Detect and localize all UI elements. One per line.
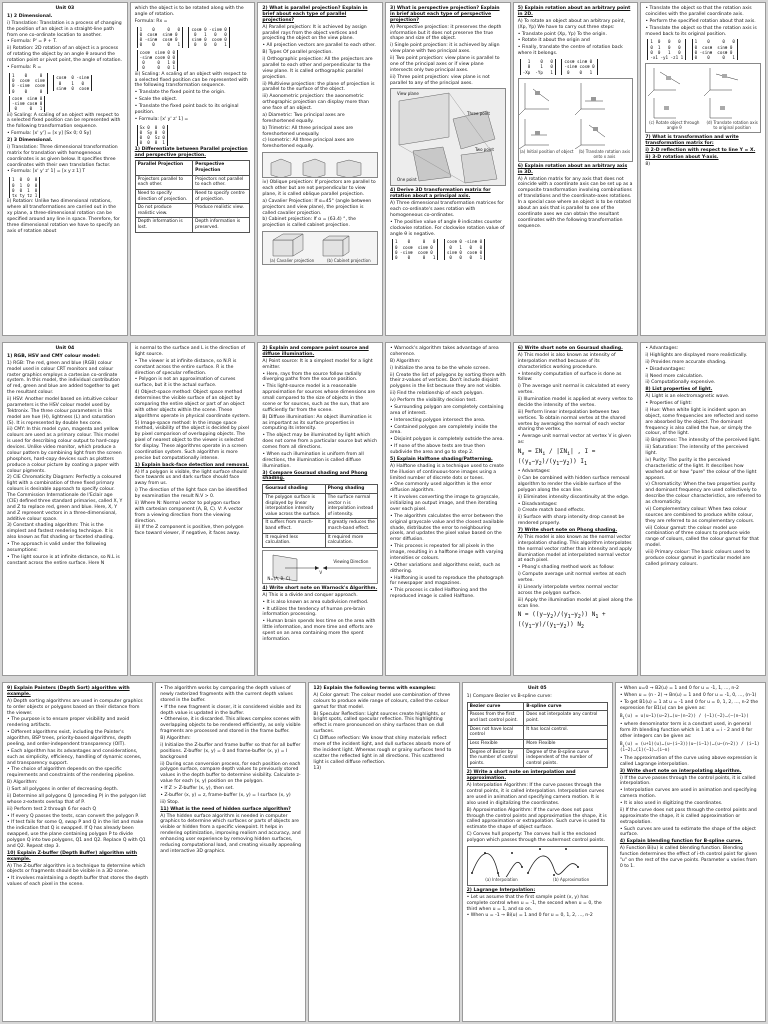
u4c6-p10: ii) Brightness: The intensity of the perceived light. [645, 438, 761, 444]
perspective-projection-figure [390, 88, 506, 186]
cavalier-caption: (a) Cavalier projection [269, 258, 315, 264]
shade-r0c0: The polygon surface is displayed by linear interpolation intensity value across the surface. [263, 493, 325, 519]
u3c4-p1: A) Perspective projection: it preserves the depth information but it does not preserve the true shape and size of the object. [390, 24, 502, 42]
rotation-matrix-3d-x: 1 0 0 0 0 cosθ sinθ 0 0 -sinθ cosθ 0 0 0 0 1 [137, 27, 183, 48]
u5c5-p1: • When u = (n - 2) → Bn(u) = 1 and 0 for u = -1, 0, ..., (n-1) [619, 692, 757, 698]
u3c3-p5: ii) Multiview projection: the plane of projection is parallel to the surface of the object. [262, 81, 375, 93]
u5c3-p1: A) Color gamut: The colour model use combination of three colours to produce wide range of colours, called the colour gamut for that model. [313, 692, 451, 710]
proj-r1c0: Need to specify direction of projection. [135, 189, 192, 203]
u5c5-p12: A) Function Bi(u) is called blending function. Blending function determines the effect of i-th control point for given "u" on the rest of the curve points. Parameter u varies from 0 to 1. [619, 846, 758, 869]
u4c5-p18: iii) Apply the illumination model at pixel along the scan line. [517, 597, 633, 609]
back-face-figure [262, 550, 378, 584]
shade-r2c0: It required less calculation. [263, 533, 325, 547]
step-a-caption: (a) Initial position of object [519, 148, 574, 154]
u4c1-p2: ii) HSV: Another model based on intuitive colour parameters is the HSV colour model used by Tektronix. The three colour parameters in this model are hue (H), lightness (L) and saturation (S). It is represented by double hex cone. [7, 397, 118, 426]
u3c4-p3: ii) Two point projection: view plane is parallel to one of the principal axes or if view plane intersects only two principal axes. [390, 56, 500, 73]
shade-h0: Gouraud shading [263, 485, 325, 494]
unit04-col4 [385, 342, 511, 676]
u4c4-p2: i) Initialize the area to be the whole screen. [390, 365, 490, 371]
u5c1-p8: ii) Determine all polygons Q (preceding P) in the polygon list whose z-extents overlap that of P. [7, 793, 147, 805]
u4c4-p7: • Intersecting polygon intersect the area. [390, 417, 486, 423]
u5c2-p6: • If Z > Z-buffer (x, y), then set. [160, 786, 234, 791]
u4c6-p6: 8) List properties of light. [645, 387, 713, 393]
u3c1-p7: 2) 3 Dimensional. [7, 138, 53, 143]
u5c1-p4: • Each algorithm has its advantages and considerations, such as simplicity, efficiency, handling of dynamic scenes, and transparency support. [7, 748, 142, 766]
proj-r2c1: Produce realistic view. [193, 204, 250, 218]
u5c1-p14: • It involves maintaining a depth buffer that stores the depth values of each pixel in the scene. [7, 876, 148, 888]
arbitrary-axis-figure [645, 63, 761, 133]
unit03-col4 [385, 2, 511, 336]
u5c1-p11: • If test fails for some Q, swap P and Q in the list and make the indication that Q is swapped. If Q has already been swapped, use the plane containing polygon P to divide polygon Q into two polygons, Q1 and Q2. Replace Q with Q1 and Q2. Repeat step 3. [7, 820, 146, 849]
u4c6-p1: i) Highlights are displayed more realistically. [645, 352, 748, 358]
u4c3-p7: 3) Compare Gouraud shading and Phong shading. [262, 470, 368, 482]
u5c1-p6: B) Algorithm: [7, 780, 38, 786]
u4c5-p2: • Intensity computation of surface is done as follow: [517, 371, 622, 383]
u5c4-p2: A) Interpolation Algorithm: If the curve passes through the control points, it is called interpolation. Interpolation curves are used in animation and specifying camera motion. It is also used in digitalizing the coordinates. [466, 783, 605, 806]
u3c6-p4: i) 2-D reflection with respect to line Y = X. [645, 148, 756, 154]
rotation-matrix-3d-y: cosθ 0 -sinθ 0 0 1 0 0 sinθ 0 cosθ 0 0 0 0 1 [188, 27, 229, 48]
approx-caption: (b) Approximation [553, 876, 590, 882]
u3c3-p12: b) Cabinet projection: If α = (63.4) °, the projection is called cabinet projection. [262, 217, 356, 229]
u5c2-p1: • If the new fragment is closer, it is considered visible and its depth value is updated in the buffer. [160, 704, 302, 716]
bez-r1c0: Does not have local control [467, 725, 524, 739]
proj-r3c1: Depth information is preserved. [193, 218, 250, 232]
u3c3-p7: a) Diametric: Two principal axes are foreshortened equally. [262, 112, 345, 124]
rotation-matrix-principal-b: cosθ 0 -sinθ 0 0 1 0 0 sinθ 0 cosθ 0 0 0 0 1 [444, 239, 485, 260]
u3c5-p1: A) To rotate an object about an arbitrary point, (Xp, Yp) We have to carry out three steps: [517, 18, 626, 30]
unit05-row [2, 682, 766, 1022]
u3c3-p1: A) Parallel projection: It is achieved by assign parallel rays from the object vertices and projecting the object on the view plane. [262, 24, 367, 42]
u3c4-p7: • The positive value of angle θ indicates counter clockwise rotation. For clockwise rotation value of angle θ is negative. [390, 219, 505, 237]
u4c4-p19: • This process is called Halftoning and the reproduced image is called Halftone. [390, 588, 488, 600]
table-row [467, 739, 607, 748]
one-point-label: One point [397, 177, 417, 183]
rotation-matrix-3d-z: cosθ sinθ 0 0 -sinθ cosθ 0 0 0 0 1 0 0 0 0 1 [137, 50, 178, 71]
u3c3-p4: i) Orthographic projection: All the projectors are parallel to each other and perpendicular to the view plane. It is called orthographic parallel projection. [262, 57, 373, 80]
shade-r2c1: It required more calculation. [325, 533, 377, 547]
u3c6-p3: 7) What is transformation and write transformation matrix for: [645, 135, 739, 147]
u5c3-p0: 12) Explain the following terms with examples: [313, 686, 436, 691]
scaling-matrix-3d: Sx 0 0 0 0 Sy 0 0 0 0 Sz 0 0 0 0 1 [137, 125, 168, 146]
unit04-title: Unit 04 [55, 346, 75, 351]
u3c1-p2: • Formula: P' = P + T. [7, 39, 57, 45]
u5c2-p10: A) The hidden surface algorithm is needed in computer graphics to determine which surfaces or parts of objects are visible or hidden from a specific viewpoint. It helps in rendering optimization, improving realism and accuracy, and enhancing user experience by removing hidden surfaces, reducing computational load, and creating visually appealing and interactive 3D graphics. [160, 813, 302, 854]
composite-matrix: 1 0 0 0 0 1 0 0 0 0 1 0 -x1 -y1 -z1 1 [647, 39, 686, 60]
u3c4-p5: 4) Derive 3D transformation matrix for rotation about a principal axis. [390, 188, 491, 200]
u4c6-p11: iii) Saturation: The intensity of the perceived light. [645, 445, 749, 456]
bez-r3c0: Degree of Bezier by the number of control points. [467, 748, 524, 768]
u3c3-p10: iv) Oblique projection: If projectors are parallel to each other but are not perpendicular to view plane, it is called oblique parallel projection. [262, 180, 376, 197]
unit03-col3 [257, 2, 383, 336]
u5c2-p9: 11) What is the need of hidden surface algorithm? [160, 806, 291, 812]
u4c2-p5: 1) Explain back-face detection and removal. [134, 462, 249, 468]
u5c1-p5: • The choice of algorithm depends on the specific requirements and constraints of the rendering pipeline. [7, 767, 135, 779]
u3c2-p3: • Translate the fixed point to the origin. [134, 90, 226, 96]
u3c3-p6: iii) Axonometric projection: the axonometric orthographic projection can display more than one face of an object. [262, 94, 369, 111]
u5c4-p5: 2) Lagrange Interpolation: [466, 887, 536, 893]
u4c3-p11: • It utilizes the tendency of human pre-brain information processing. [262, 606, 366, 618]
blending-formula-2: $B_i(u)$ = (u+1)(u)…(u−(i−3))(u−(i−1))…(u−(n−2)) / (i−1)(i−2)…(1)(−1)…(i−n) [619, 741, 760, 754]
u4c4-p8: • Contained polygon are completely inside the area. [390, 424, 498, 436]
u5c2-p2: • Otherwise, it is discarded. This allows complex scenes with overlapping objects to be rendered efficiently, as only visible fragments are processed and stored in the frame buffer. [160, 717, 301, 735]
proj-r1c1: Need to specify centre of projection. [193, 189, 250, 203]
view-vector-label: V [319, 569, 323, 575]
u3c2-p4: • Scale the object. [134, 97, 178, 103]
u3c5-p0: 5) Explain rotation about an arbitrary point in 2D. [517, 6, 631, 17]
unit05-col1 [2, 682, 153, 1022]
u3c3-p11: a) Cavalier Projection: If α=45° (angle between projectors and view plane), the projection is called cavalier projection. [262, 198, 372, 216]
u4c5-p12: ii) Surface with sharp intensity drop cannot be rendered properly. [517, 515, 625, 527]
u5c5-p7: • Interpolation curves are used in animation and specifying camera motion. [619, 788, 757, 800]
u3c2-p1: Formula: Rx = [134, 18, 168, 24]
u5c1-p0: 9) Explain Painters (Depth Sort) algorithm with example. [7, 686, 130, 697]
u3c2-p0: which the object is to be rotated along with the angle of rotation. [134, 6, 244, 17]
cabinet-caption: (b) Cabinet projection [326, 258, 371, 264]
unit04-col2 [130, 342, 256, 676]
u4c3-p12: • Human brain spends less time on the area with little information, and more time and efforts are spent on an area containing more the spent information. [262, 619, 376, 642]
u4c4-p10: • If none of the above tests are true then subdivide the area and go to step 2. [390, 444, 485, 455]
table-row [135, 218, 250, 232]
u3c5-p3: • Rotate it about the origin and [517, 38, 590, 44]
bezier-compare-table [467, 702, 608, 769]
u5c4-p1: 2) Write a short note on interpolation and approximation. [466, 770, 576, 782]
proj-h0: Parallel Projection [135, 161, 192, 175]
step-c-caption: (c) Rotate object through angle θ [649, 120, 700, 131]
u3c5-p4: • Finally, translate the centre of rotation back where it belongs. [517, 45, 623, 57]
proj-h1: Perspective Projection [193, 161, 250, 175]
two-point-label: Two point [475, 147, 494, 153]
proj-r3c0: Depth information is lost. [135, 218, 192, 232]
u4c6-p0: • Advantages: [645, 346, 679, 351]
interp-caption: (a) Interpolation [485, 876, 518, 882]
u4c4-p15: • The algorithm calculates the error between the original grayscale value and the closest available shade, distributes the error to neighbouring pixels, and updates the pixel value based on the error diffusion. [390, 513, 504, 543]
u5c2-p5: ii) During scan conversion process, for each position on each polygon surface, compare depth values to previously stored values in the depth buffer to determine visibility. Calculate z-value for each (x, y) position on the polygon. [160, 761, 301, 785]
u5c5-p3: • where denominator term is a constant used, in general form ith blending function which is 1 at u = i - 2 and 0 for other integers can be given as: [619, 722, 753, 739]
u4c3-p8: 4) Write short note on Warnock's Algorithm. [262, 585, 378, 591]
unit05-title: Unit 05 [527, 686, 547, 691]
u3c4-p4: iii) Three point projection: view plane is not parallel to any of the principal axes. [390, 74, 490, 86]
u5c4-p6: • Let us assume that the first sample point (x, y) has complete control when u = -1, the second when u = 0, the third when u = 1, and so on. [466, 894, 602, 912]
u4c5-p3: i) The average unit normal is calculated at every vertex. [517, 384, 630, 396]
u4c2-p6: A) If a polygon is visible, the light surface should face towards us and dark surface should face away from us. [134, 469, 247, 487]
unit03-row [2, 2, 766, 336]
u4c6-p13: v) Chromaticity: When the two properties purity and dominant frequency are used collectively to describe the colour characteristics, are referred to as chromaticity. [645, 482, 762, 505]
unit03-title: Unit 03 [55, 6, 75, 11]
unit05-col3 [308, 682, 459, 1022]
u4c5-p8: i) Can be combined with hidden surface removal algorithm to render the visible surface of the polygon along the scan line. [517, 476, 630, 493]
u4c2-p2: • Polygon is not an approximation of curves surface, but it is the actual surface. [134, 377, 236, 389]
u5c2-p7: • Z-buffer (x, y) = z, frame-buffer (x, y) = I surface (x, y) [160, 792, 291, 798]
u4c1-p6: • The approach is valid under the following assumptions: [7, 542, 107, 553]
u5c1-p12: 10) Explain Z-buffer (Depth Buffer) algorithm with example. [7, 850, 138, 862]
u4c4-p17: • Other variations and algorithms exist, such as dithering. [390, 562, 501, 574]
u5c5-p6: i) If the curve passes through the control points, it is called interpolation. [619, 775, 756, 787]
bez-r0c1: Does not interpolate any control point. [524, 711, 608, 725]
u4c3-p3: • This light-source model is a reasonable approximation for sources whose dimensions are small compared to the size of objects in the scene or for sources, such as the sun, that are sufficiently far from the scene. [262, 384, 376, 413]
u4c6-p14: vi) Complementary colour: When two colour sources are combined to produce white colour, they are referred to as complementary colours. [645, 506, 755, 524]
u4c2-p9: iii) If the Z component is positive, then polygon face toward viewer, if negative, it faces away. [134, 525, 244, 537]
u4c2-p0: is normal to the surface and L is the direction of light source. [134, 346, 246, 357]
u3c3-p3: B) Types Of parallel projection. [262, 50, 333, 56]
shade-r0c1: The surface normal vector n is interpolation instead of intensity. [325, 493, 377, 519]
u5c2-p4: i) Initialize the Z-buffer and frame buffer so that for all buffer positions. Z-buffer (x, y) = 0 and frame-buffer (x, y) = I background [160, 742, 301, 760]
u4c4-p13: • One commonly used algorithm is the error diffusion algorithm. [390, 482, 492, 494]
u4c2-p7: i) The direction of the light face can be identified by examination the result N.V > 0. [134, 488, 248, 499]
u4c6-p4: i) Need more calculation. [645, 373, 704, 379]
u4c5-p16: i) Compute average unit normal vertex at each vertex. [517, 572, 627, 584]
table-row [135, 204, 250, 218]
u4c4-p16: • This process is repeated for all pixels in the image, resulting in a halftone image with varying intensities or colours. [390, 544, 504, 561]
u4c6-p8: • Properties of light: [645, 401, 692, 406]
u3c5-p6: A) A rotation matrix for any axis that does not coincide with a coordinate axis can be set up as a composite transformation involving combinations of translations and the coordinate-axes rotations. In a special case where an object is to be rotated about an axis that is parallel to one of the coordinate axes we can obtain the resultant coordinates with the following transformation sequence. [517, 176, 633, 229]
u4c3-p6: • When such illumination is uniform from all directions, the illumination is called diffuse illumination. [262, 451, 364, 469]
shade-r1c0: It suffers from march-band effect. [263, 519, 325, 533]
u4c5-p11: i) Create match band effects. [517, 508, 585, 514]
u3c3-p2: • All projection vectors are parallel to each other. [262, 43, 376, 49]
u5c1-p1: A) Depth sorting algorithms are used in computer graphics to order objects or polygons based on their distance from the viewer. [7, 698, 143, 716]
u5c5-p8: • It is also used in digitizing the coordinates. [619, 801, 723, 806]
unit04-col1 [2, 342, 128, 676]
u4c1-p3: iii) CMY: In this model cyan, magenta and yellow colours are used as a primary colour. This model is used for describing colour output to hard-copy devices. Unlike video monitor, which produce a colour pattern by combining light from the screen phosphors, hard-copy devices such as plotters produce a colour picture by coating a paper with colour pigments. [7, 427, 122, 474]
step-d-caption: (d) Translate rotation axis to original position [706, 120, 758, 131]
u4c5-p7: • Advantages: [517, 469, 551, 475]
u5c3-p3: C) Diffuse reflection: We know that shiny materials reflect more of the incident light, and dull surfaces absorb more of the incident light. Whereas rough or grainy surfaces tend to scatter the reflected light in all directions. This scattered light is called diffuse reflection. [313, 736, 452, 765]
u3c1-p10: ii) Rotation: Unlike two dimensional rotations, where all transformations are carried out in the xy plane, a three-dimensional rotation can be specified around any line in space. Therefore, for three dimensional rotation we have to specify an axis of rotation about [7, 199, 120, 234]
table-row [263, 519, 378, 533]
u4c1-p5: 3) Constant shading algorithm: This is the simplest and fastest rendering technique. It is also known as flat shading or faceted shading. [7, 523, 115, 541]
unit04-row [2, 342, 766, 676]
u4c4-p11: 5) Explain Halftone shading/Patterning. [390, 456, 493, 462]
u5c4-p4: C) Convex hull property: The convex hull is the enclosed polygon which passes through the outermost control points. [466, 832, 606, 843]
u4c6-p15: vii) Colour gamut: the colour model use combination of three colours to produce wide range of colours, called the colour gamut for that model. [645, 525, 759, 549]
u4c3-p4: B) Diffuse illumination: An object illumination is as important as its surface properties in computing its intensity. [262, 414, 372, 432]
u4c5-p10: • Disadvantages: [517, 501, 558, 507]
u5c3-p4: 13) [313, 766, 322, 772]
u4c1-p1: 1) RGB: The red, green and blue (RGB) colour model used in colour CRT monitors and colour raster graphics employs a cartesian co-ordinate system. In this model, the individual contribution of red, green and blue are added together to get the resultant colour. [7, 360, 120, 396]
u3c3-p9: c) Isometric: All three principal axes are foreshortened equally. [262, 138, 355, 150]
u3c6-p1: • Perform the specified rotation about that axis. [645, 18, 756, 24]
u3c1-p1: i) Translation: Translation is a process of changing the position of an object in a straight-line path from one co-ordinate location to another. [7, 20, 122, 38]
u4c5-p14: A) This model is also known as the normal vector interpolation shading. This algorithm interpolates the normal vector rather than intensity and apply illumination model at interpolated normal vector at each pixel. [517, 534, 632, 564]
u3c1-p6: • Formula: [x' y'] = [x y] [Sx 0; 0 Sy] [7, 131, 92, 137]
table-row [467, 711, 607, 725]
proj-r0c1: Projectors not parallel to each other. [193, 175, 250, 189]
u3c2-p6: • Formula: [x' y' z' 1] = [134, 116, 189, 122]
u3c4-p6: A) Three dimensional transformation matrices for each co-ordinate's axes rotation with homogeneous co-ordinates. [390, 201, 504, 218]
u5c1-p7: i) Sort all polygons in order of decreasing depth. [7, 787, 119, 792]
u4c4-p18: • Halftoning is used to reproduce the photograph for newspaper and magazines. [390, 575, 504, 587]
unit04-col6 [640, 342, 766, 676]
unit03-col6 [640, 2, 766, 336]
u3c1-p4: • Formula: R = [7, 64, 42, 70]
u4c3-p9: A) This is a divide and conquer approach. [262, 592, 358, 598]
u4c6-p2: ii) Provides more accurate shading. [645, 359, 727, 365]
rotation-matrix-2d-b: cosθ 0 -sinθ 0 1 0 sinθ 0 cosθ [53, 75, 92, 91]
u4c3-p10: • It is also known as area subdivision method. [262, 599, 369, 605]
u4c5-p9: ii) Eliminates intensity discontinuity at the edge. [517, 494, 630, 500]
bez-r2c1: More Flexible [524, 739, 608, 748]
u4c2-p3: 4) Object-space method: Object space method determines the visible surface of an object by comparing the entire object or part of an object with other objects within the scene. These algorithms operate in physical coordinate system. [134, 390, 251, 419]
phong-formula: $N = ((y-y_2)/(y_1-y_2)) N_1 + ((y_1-y)/(y_1-y_2))$ $N_2$ [517, 611, 606, 631]
unit05-col4 [462, 682, 613, 1022]
table-row [135, 189, 250, 203]
proj-r0c0: Projectors parallel to each other. [135, 175, 192, 189]
u4c4-p6: • Surrounding polygon are completely containing area of interest. [390, 404, 504, 416]
u4c5-p17: ii) Linearly interpolate vertex normal vector across the polygon surface. [517, 584, 619, 596]
u5c5-p10: • Such curves are used to estimate the shape of the object surface. [619, 826, 756, 838]
u5c4-p7: • When u = -1 → Bi(u) = 1 and 0 for u = 0, 1, 2, ..., n-2 [466, 913, 593, 919]
u4c6-p16: viii) Primary colour: The basic colours used to produce colour gamut in particular model are called primary colours. [645, 550, 751, 567]
rotation-steps-figure [518, 78, 634, 162]
u5c4-p3: B) Approximation Algorithm: If the curve does not pass through the control points and approximation the shape, it is called approximation or extrapolation. Such curve is used to estimate the shape of object surface. [466, 807, 607, 831]
table-row [135, 175, 250, 189]
u5c2-p3: B) Algorithm: [160, 736, 191, 741]
interp-approx-figure [467, 846, 608, 886]
u4c5-p4: ii) Illumination model is applied at every vertex to decide the intensity of the vertex. [517, 397, 633, 408]
u4c5-p5: iii) Perform linear interpolation between two vertices. To obtain normal vertex at the shared vertex by averaging the normal of each vector sharing the vertex. [517, 409, 626, 433]
u3c1-p3: ii) Rotation: 2D rotation of an object is a process of rotating the object by an angle θ around the rotation point or pivot point, the angle of rotation. [7, 46, 122, 63]
unit04-col3 [257, 342, 383, 676]
u3c2-p2: iii) Scaling: A scaling of an object with respect to a selected fixed position can be represented with the following transformation sequence. [134, 71, 249, 89]
rotation-matrix-principal: 1 0 0 0 0 cosθ sinθ 0 0 -sinθ cosθ 0 0 0 0 1 [392, 239, 438, 260]
composite-matrix-b: 1 0 0 0 0 cosθ sinθ 0 0 -sinθ cosθ 0 0 0 0 1 [692, 39, 738, 60]
u4c4-p4: iii) Find the relationship of each polygon. [390, 391, 484, 397]
shading-compare-table [262, 484, 378, 548]
u5c5-p0: • When u=0 → B2(u) = 1 and 0 for u = -1, 1, ..., n-2 [619, 686, 739, 691]
u3c3-p0: 2) What is parallel projection? Explain in brief about each type of parallel projections? [262, 6, 368, 23]
unit04-col5 [513, 342, 639, 676]
normal-vector-label: N=(A, B, C) [267, 575, 291, 581]
u5c5-p2: • To get B1(u) = 1 at u = -1 and 0 for u = 0, 1, 2, ..., n-2 the expression for B1(u) can be given as: [619, 699, 759, 711]
u4c5-p13: 7) Write short note on Phong shading. [517, 528, 618, 534]
u4c1-p4: 2) CIE Chromaticity Diagram: Perfectly a coloured light with a combination of three fixed primary colours is desirable approach to specify colour. The Commission Internationale de l'Eclair age (CIE) defined three standard primaries, called X, Y and Z to replace red, green and blue. Here, X, Y and Z represent vectors in a three-dimensional, additive colour space. [7, 475, 123, 522]
u4c4-p12: A) Halftone shading is a technique used to create the illusion of continuous-tone images using a limited number of discrete dots or tones. [390, 463, 504, 481]
rotation-matrix-2d-c: cosθ sinθ 0 -sinθ cosθ 0 0 0 1 [9, 96, 45, 112]
u3c1-p0: 1) 2 Dimensional. [7, 13, 53, 19]
bez-h1: B-spline curve [524, 702, 608, 711]
u5c1-p9: iii) Perform test 2 through 6 for each Q [7, 806, 97, 812]
view-plane-label: View plane [397, 91, 419, 97]
u3c6-p5: ii) 3-D rotation about Y-axis. [645, 155, 719, 160]
u3c6-p0: • Translate the object so that the rotation axis coincides with the parallel coordinate axis. [645, 6, 752, 17]
step-b-caption: (b) Translate rotation axis onto x axis [578, 148, 631, 159]
table-row [467, 725, 607, 739]
unit03-col1 [2, 2, 128, 336]
u5c2-p8: iii) Stop. [160, 799, 180, 805]
u4c1-p0: 1) RGB, HSV and CMY colour model: [7, 353, 100, 359]
unit05-col2 [155, 682, 306, 1022]
shade-h1: Phong shading [325, 485, 377, 494]
u3c6-p6: 8) [645, 161, 651, 167]
u5c1-p2: • The purpose is to ensure proper visibility and avoid rendering artifacts. [7, 717, 130, 729]
unit03-col5 [513, 2, 639, 336]
table-row [467, 748, 607, 768]
u4c5-p6: • Average unit normal vector at vertex V is given as: [517, 434, 631, 446]
u3c2-p7: 1) Differentiate between Parallel projection and perspective projection. [134, 146, 248, 158]
translation-matrix-3d: 1 0 0 0 0 1 0 0 0 0 1 0 tx ty tz 1 [9, 177, 40, 198]
u4c6-p5: ii) Computationally expensive. [645, 380, 716, 386]
u3c5-p5: 6) Explain rotation about an arbitrary axis in 3D. [517, 163, 628, 175]
u3c1-p8: i) Translation: Three dimensional transformation matrix for translation with homogeneous coordinates is as given below. It specifies three coordinates with their own translation factor. [7, 144, 118, 168]
axonometric-cubes-figure [262, 152, 378, 178]
viewing-direction-label: Viewing Direction [333, 558, 369, 564]
rotation-matrix-2d: 1 0 0 0 cosθ sinθ 0 -sinθ cosθ 0 0 0 [9, 73, 48, 94]
bez-r1c1: It has local control. [524, 725, 608, 739]
gouraud-formula: $N_v = \Sigma N_i / |\Sigma N_i|$ , $I = ((y_s-y_2)/(y_1-y_2))$ $I_1$ [517, 448, 596, 467]
arbitrary-point-matrix: 1 0 0 0 1 0 -Xp -Yp 1 [520, 59, 556, 75]
u3c3-p8: b) Trimetric: All three principal axes are foreshortened unequally. [262, 125, 354, 137]
table-row [263, 493, 378, 519]
u5c5-p11: 4) Explain blending function for B-spline curve. [619, 839, 743, 845]
unit05-col5 [615, 682, 766, 1022]
u4c5-p15: • Phong's shading method work as follow: [517, 565, 615, 571]
u4c3-p2: • Here, rays from the source follow radially diverging paths from the source position. [262, 371, 362, 383]
u3c4-p0: 3) What is perspective projection? Explain in brief about each type of perspective projection? [390, 6, 500, 23]
proj-r2c0: Do not produce realistic view. [135, 204, 192, 218]
projection-compare-table [135, 160, 251, 232]
u4c1-p7: • The light source is at infinite distance, so N.L is constant across the entire surface. Here N [7, 554, 120, 566]
u4c2-p1: • The viewer is at infinite distance, so N.R is constant across the entire surface. R is the direction of specular reflection. [134, 358, 237, 376]
blending-formula-1: $B_1(u)$ = u(u−1)(u−2)…(u−(n−2)) / (−1)(−2)…(−(n−1)) [619, 713, 749, 720]
u3c6-p2: • Translate the object so that the rotation axis is moved back to its original position. [645, 25, 757, 37]
table-row [263, 533, 378, 547]
u4c3-p5: • The object may be illuminated by light which does not come from a particular source but which comes from all directions. [262, 433, 378, 450]
unit03-col2 [130, 2, 256, 336]
u5c2-p0: • The algorithm works by comparing the depth values of newly rasterized fragments with the current depth values stored in the buffer. [160, 686, 293, 703]
three-point-label: Three point [467, 111, 490, 117]
u4c4-p5: iv) Perform the visibility decision test. [390, 398, 477, 403]
u4c6-p12: iv) Purity: The purity is the perceived characteristic of the light. It describes how washed out or how "pure" the colour of the light appears. [645, 457, 757, 481]
u4c5-p0: 6) Write short note on Gouraud shading. [517, 346, 623, 351]
bez-r3c1: Degree of the B-spline curve independent of the number of control points. [524, 748, 608, 768]
bez-h0: Bezier curve [467, 702, 524, 711]
u5c1-p10: • If every Q passes the tests, scan convert the polygon P. [7, 813, 139, 819]
shade-r1c1: It greatly reduces the march-band effect. [325, 519, 377, 533]
u4c4-p3: ii) Create the list of polygons by sorting them with their z-values of vertices. Don't include disjoint polygons in the list because they are not visible. [390, 372, 506, 390]
u5c3-p2: B) Specular Reflection: Light sources create highlights, or bright spots, called specular reflection. This highlighting effect is more pronounced on shiny surfaces than on dull surfaces. [313, 711, 446, 735]
u3c4-p2: i) Single point projection: it is achieved by align view plane with two principal axes. [390, 43, 500, 55]
u3c1-p9: • Formula: [x' y' z' 1] = [x y z 1] T [7, 169, 86, 175]
u4c6-p3: • Disadvantages: [645, 366, 686, 372]
bez-r2c0: Less Flexible [467, 739, 524, 748]
u4c3-p1: A) Point source: It is a simplest model for a light emitter. [262, 358, 373, 370]
u5c1-p13: A) The Z-buffer algorithm is a technique to determine which objects or fragments should be visible in a 3D scene. [7, 863, 146, 875]
u4c4-p9: • Disjoint polygon is completely outside the area. [390, 437, 504, 443]
u4c4-p14: • It involves converting the image to grayscale, initializing an output image, and then iterating over each pixel. [390, 495, 500, 512]
u5c5-p9: ii) If the curve does not pass through the control points and approximate the shape, it is called approximation or extrapolation. [619, 807, 757, 825]
u5c5-p5: 3) Write short note on interpolating algorithm. [619, 768, 742, 774]
oblique-projection-figure [262, 231, 378, 265]
u4c2-p4: 5) Image-space method: In the image space method, visibility of the object is decided by pixel by pixel comparison of overlapping objects. The pixel of nearest object to the viewer is selected for display. These algorithms operate in a screen coordination system. Such algorithm is more precise but computationally intense. [134, 420, 249, 461]
u3c1-p5: iii) Scaling: A scaling of an object with respect to a selected fixed position can be represented with the following transformation sequence. [7, 112, 121, 130]
u5c5-p4: • The approximation of the curve using above expression is called Lagrange interpolation. [619, 755, 758, 767]
u5c4-p0: 1) Compare Bezier vs B-spline curve: [466, 693, 552, 699]
u5c1-p3: • Different algorithms exist, including the Painter's algorithm, BSP trees, priority-based algorithms, depth peeling, and order-independent transparency (OIT). [7, 730, 132, 747]
u4c2-p8: ii) Where N: Normal vector to polygon surface with cartesian component (A, B, C). V: A vector from a viewing direction from the viewing direction. [134, 500, 243, 524]
u4c4-p1: B) Algorithm: [390, 358, 421, 364]
u4c5-p1: A) This model is also known as intensity of interpolation method because of its characteristics working procedure. [517, 352, 616, 370]
u4c4-p0: • Warnock's algorithm takes advantage of area coherence. [390, 346, 499, 357]
arbitrary-point-matrix-b: cosθ sinθ 0 -sinθ cosθ 0 0 0 1 [561, 59, 597, 75]
u4c3-p0: 2) Explain and compare point source and diffuse illumination. [262, 346, 369, 357]
u4c6-p9: i) Hue: When white light is incident upon an object, some frequencies are reflected and some are absorbed by the object. The dominant frequency is also called the hue, or simply the colour, of the light. [645, 407, 759, 437]
u4c6-p7: A) Light is an electromagnetic wave. [645, 394, 730, 400]
bez-r0c0: Passes from the first and last control point. [467, 711, 524, 725]
u3c5-p2: • Translate point (Xp, Yp) To the origin. [517, 31, 607, 37]
u3c2-p5: • Translate the fixed point back to its original position. [134, 104, 239, 115]
